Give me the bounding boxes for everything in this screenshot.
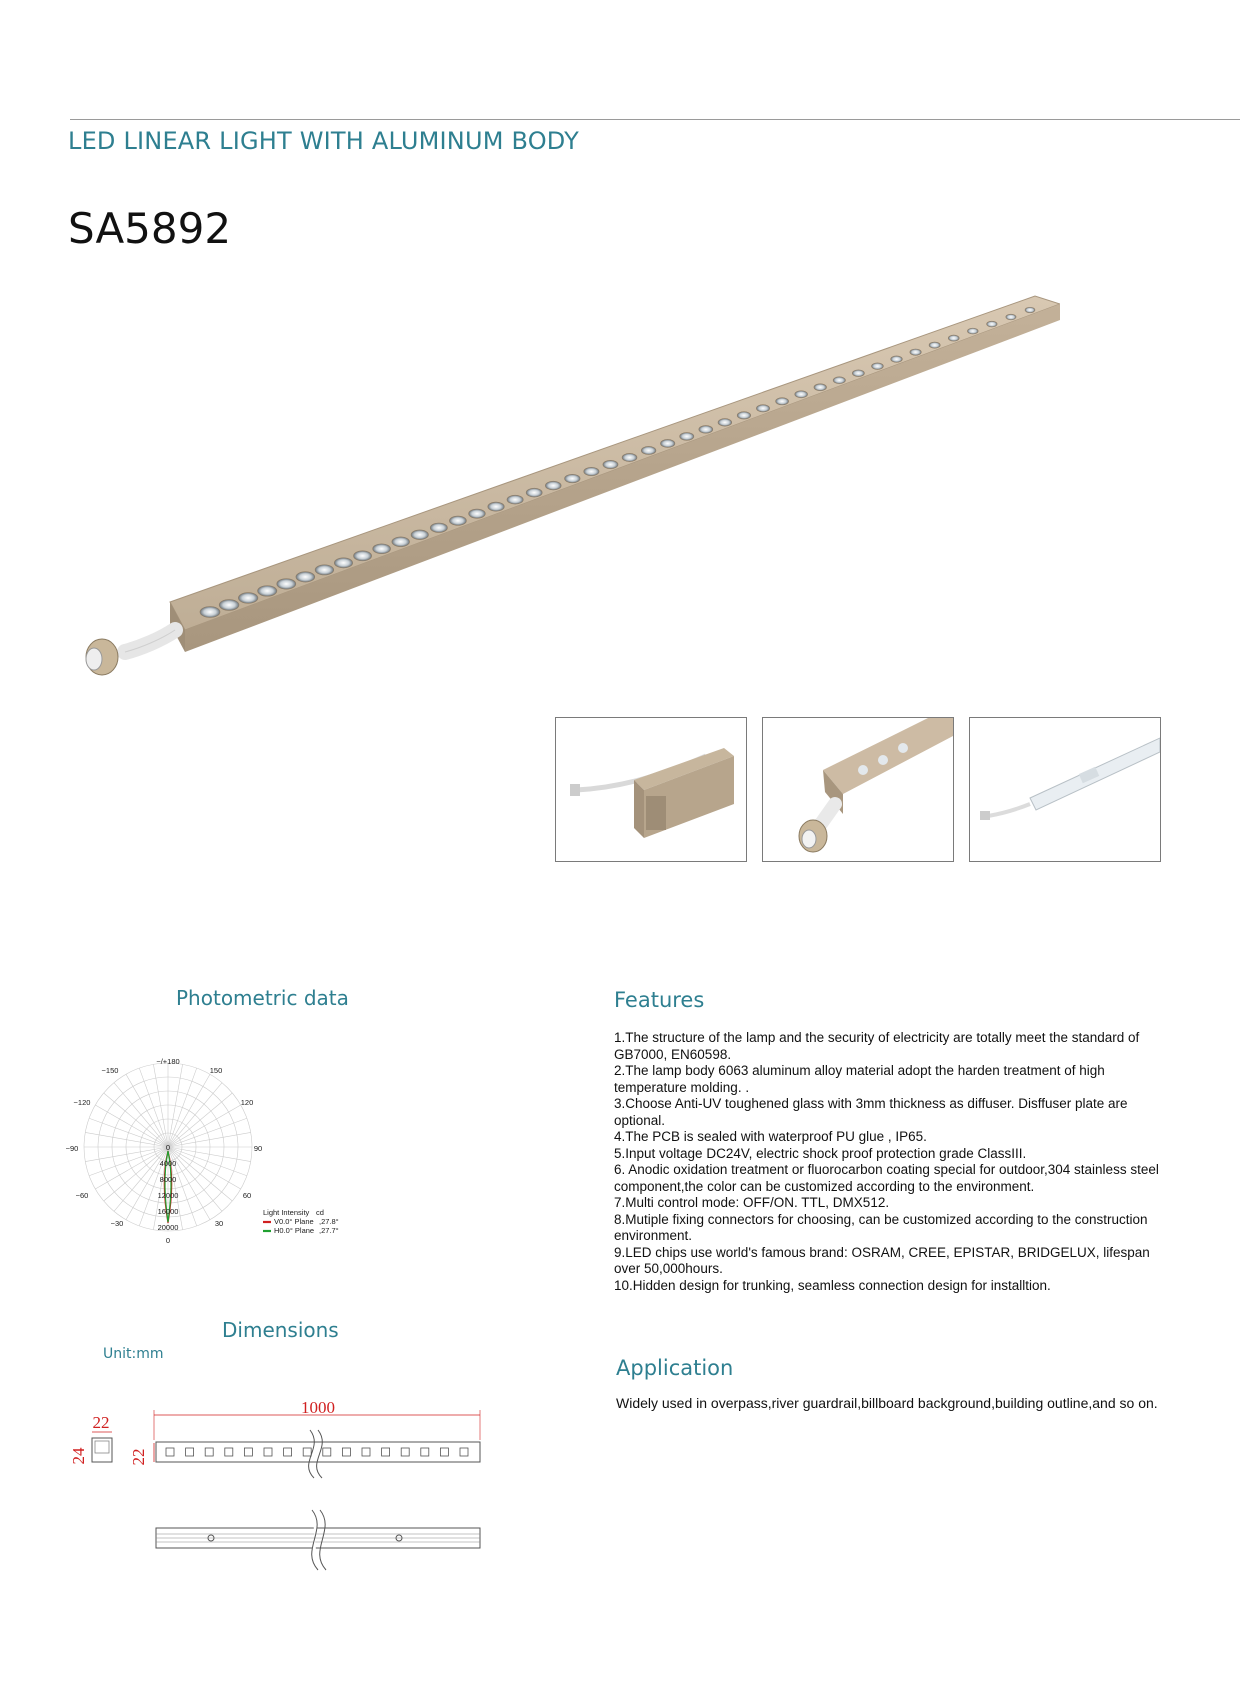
led-lens <box>238 593 258 604</box>
legend-h-value: ,27.7° <box>319 1226 339 1235</box>
led-square <box>284 1448 292 1456</box>
led-lens <box>852 370 864 377</box>
led-lens <box>756 405 769 412</box>
led-square <box>166 1448 174 1456</box>
led-square <box>186 1448 194 1456</box>
thumbnail-connector-closeup[interactable] <box>762 717 954 862</box>
led-lens <box>948 335 959 341</box>
led-lens <box>699 426 713 434</box>
angle-label-br: 30 <box>214 1219 224 1228</box>
led-lens <box>469 509 486 518</box>
feature-item: 10.Hidden design for trunking, seamless connection design for installtion. <box>614 1277 1051 1293</box>
photometric-data-heading: Photometric data <box>176 986 349 1010</box>
feature-item: 6. Anodic oxidation treatment or fluorocarbon coating special for outdoor,304 stainless steel component,the color can be customized according to the environment. <box>614 1162 1159 1194</box>
feature-item: 7.Multi control mode: OFF/ON. TTL, DMX512. <box>614 1195 890 1210</box>
polar-light-distribution-diagram <box>62 1055 382 1255</box>
led-square <box>303 1448 311 1456</box>
header-rule <box>70 119 1240 120</box>
angle-label-bottom: 0 <box>165 1236 171 1245</box>
led-lens <box>200 607 220 618</box>
led-lens <box>622 453 637 461</box>
led-lens <box>565 474 581 483</box>
dim-width-label: 22 <box>92 1413 110 1432</box>
led-square <box>362 1448 370 1456</box>
led-lens <box>603 460 618 468</box>
legend-unit: cd <box>316 1208 324 1217</box>
led-lens <box>449 516 466 525</box>
led-square <box>244 1448 252 1456</box>
angle-label-tr: 150 <box>209 1066 223 1075</box>
led-square <box>225 1448 233 1456</box>
dim-front-height-label: 22 <box>129 1448 148 1466</box>
led-lens <box>526 488 542 497</box>
dimension-drawing <box>62 1400 492 1580</box>
led-lens <box>776 398 789 405</box>
led-lens <box>910 349 921 355</box>
led-lens <box>277 579 296 589</box>
product-hero-image <box>70 290 1060 720</box>
radial-label-16000: 16000 <box>157 1207 179 1216</box>
angle-label-top: −/+180 <box>156 1057 180 1066</box>
led-square <box>342 1448 350 1456</box>
led-square <box>421 1448 429 1456</box>
radial-label-8000: 8000 <box>159 1175 177 1184</box>
led-lens <box>507 495 523 504</box>
legend-v-value: ,27.8° <box>319 1217 339 1226</box>
led-square <box>205 1448 213 1456</box>
angle-label-ll: −60 <box>75 1191 89 1200</box>
angle-label-tl: −150 <box>101 1066 119 1075</box>
dim-side-height-label: 24 <box>69 1447 88 1465</box>
led-lens <box>392 537 410 547</box>
application-text: Widely used in overpass,river guardrail,billboard background,building outline,and so on. <box>616 1395 1158 1411</box>
model-number: SA5892 <box>68 204 232 253</box>
feature-item: 8.Mutiple fixing connectors for choosing, can be customized according to the construction environment. <box>614 1211 1148 1243</box>
led-lens <box>872 363 884 370</box>
feature-item: 9.LED chips use world's famous brand: OSRAM, CREE, EPISTAR, BRIDGELUX, lifespan over 50,000hours. <box>614 1244 1150 1276</box>
led-lens <box>891 356 903 362</box>
feature-item: 2.The lamp body 6063 aluminum alloy material adopt the harden treatment of high temperature molding. . <box>614 1063 1105 1095</box>
legend-h-plane: H0.0° Plane <box>274 1226 315 1235</box>
unit-label: Unit:mm <box>103 1346 164 1362</box>
led-lens <box>737 412 750 419</box>
led-lens <box>258 586 277 597</box>
led-lens <box>334 558 352 568</box>
led-lens <box>795 391 808 398</box>
led-lens <box>833 377 845 384</box>
led-lens <box>584 467 599 475</box>
led-lens <box>545 481 561 490</box>
angle-label-r: 90 <box>253 1144 263 1153</box>
angle-label-l: −90 <box>65 1144 79 1153</box>
led-square <box>323 1448 331 1456</box>
feature-item: 1.The structure of the lamp and the security of electricity are totally meet the standard of GB7000, EN60598. <box>614 1030 1140 1062</box>
features-list <box>614 1030 1174 1294</box>
led-square <box>401 1448 409 1456</box>
dimensions-heading: Dimensions <box>222 1318 339 1342</box>
angle-label-bl: −30 <box>110 1219 124 1228</box>
led-lens <box>373 544 391 554</box>
led-lens <box>660 439 674 447</box>
feature-item: 3.Choose Anti-UV toughened glass with 3mm thickness as diffuser. Disffuser plate are optional. <box>614 1096 1128 1128</box>
legend-title: Light Intensity <box>263 1208 310 1217</box>
led-lens <box>929 342 940 348</box>
led-square <box>264 1448 272 1456</box>
led-lens <box>430 523 447 532</box>
angle-label-lr: 60 <box>242 1191 252 1200</box>
application-heading: Application <box>616 1356 734 1380</box>
led-lens <box>987 321 997 327</box>
legend-v-plane: V0.0° Plane <box>274 1217 314 1226</box>
feature-item: 5.Input voltage DC24V, electric shock proof protection grade ClassIII. <box>614 1145 1027 1161</box>
features-heading: Features <box>614 988 705 1012</box>
led-lens <box>680 433 694 441</box>
led-lens <box>1006 314 1016 320</box>
led-lens <box>967 328 978 334</box>
led-lens <box>411 530 428 540</box>
led-lens <box>488 502 505 511</box>
led-lens <box>718 419 732 427</box>
led-square <box>460 1448 468 1456</box>
thumbnail-fixing-channel[interactable] <box>969 717 1161 862</box>
led-lens <box>1025 307 1035 313</box>
led-lens <box>814 384 827 391</box>
angle-label-ur: 120 <box>240 1098 254 1107</box>
radial-label-0: 0 <box>165 1143 171 1152</box>
feature-item: 4.The PCB is sealed with waterproof PU glue , IP65. <box>614 1129 927 1144</box>
dim-length-label: 1000 <box>301 1400 335 1417</box>
led-lens <box>353 551 371 561</box>
led-square <box>440 1448 448 1456</box>
led-lens <box>219 600 239 611</box>
led-lens <box>296 572 315 582</box>
led-lens <box>641 446 656 454</box>
radial-label-12000: 12000 <box>157 1191 179 1200</box>
radial-label-20000: 20000 <box>157 1223 179 1232</box>
angle-label-ul: −120 <box>73 1098 91 1107</box>
radial-label-4000: 4000 <box>159 1159 177 1168</box>
product-category-title: LED LINEAR LIGHT WITH ALUMINUM BODY <box>68 127 580 155</box>
led-square <box>382 1448 390 1456</box>
thumbnail-profile-end[interactable] <box>555 717 747 862</box>
led-lens <box>315 565 334 575</box>
